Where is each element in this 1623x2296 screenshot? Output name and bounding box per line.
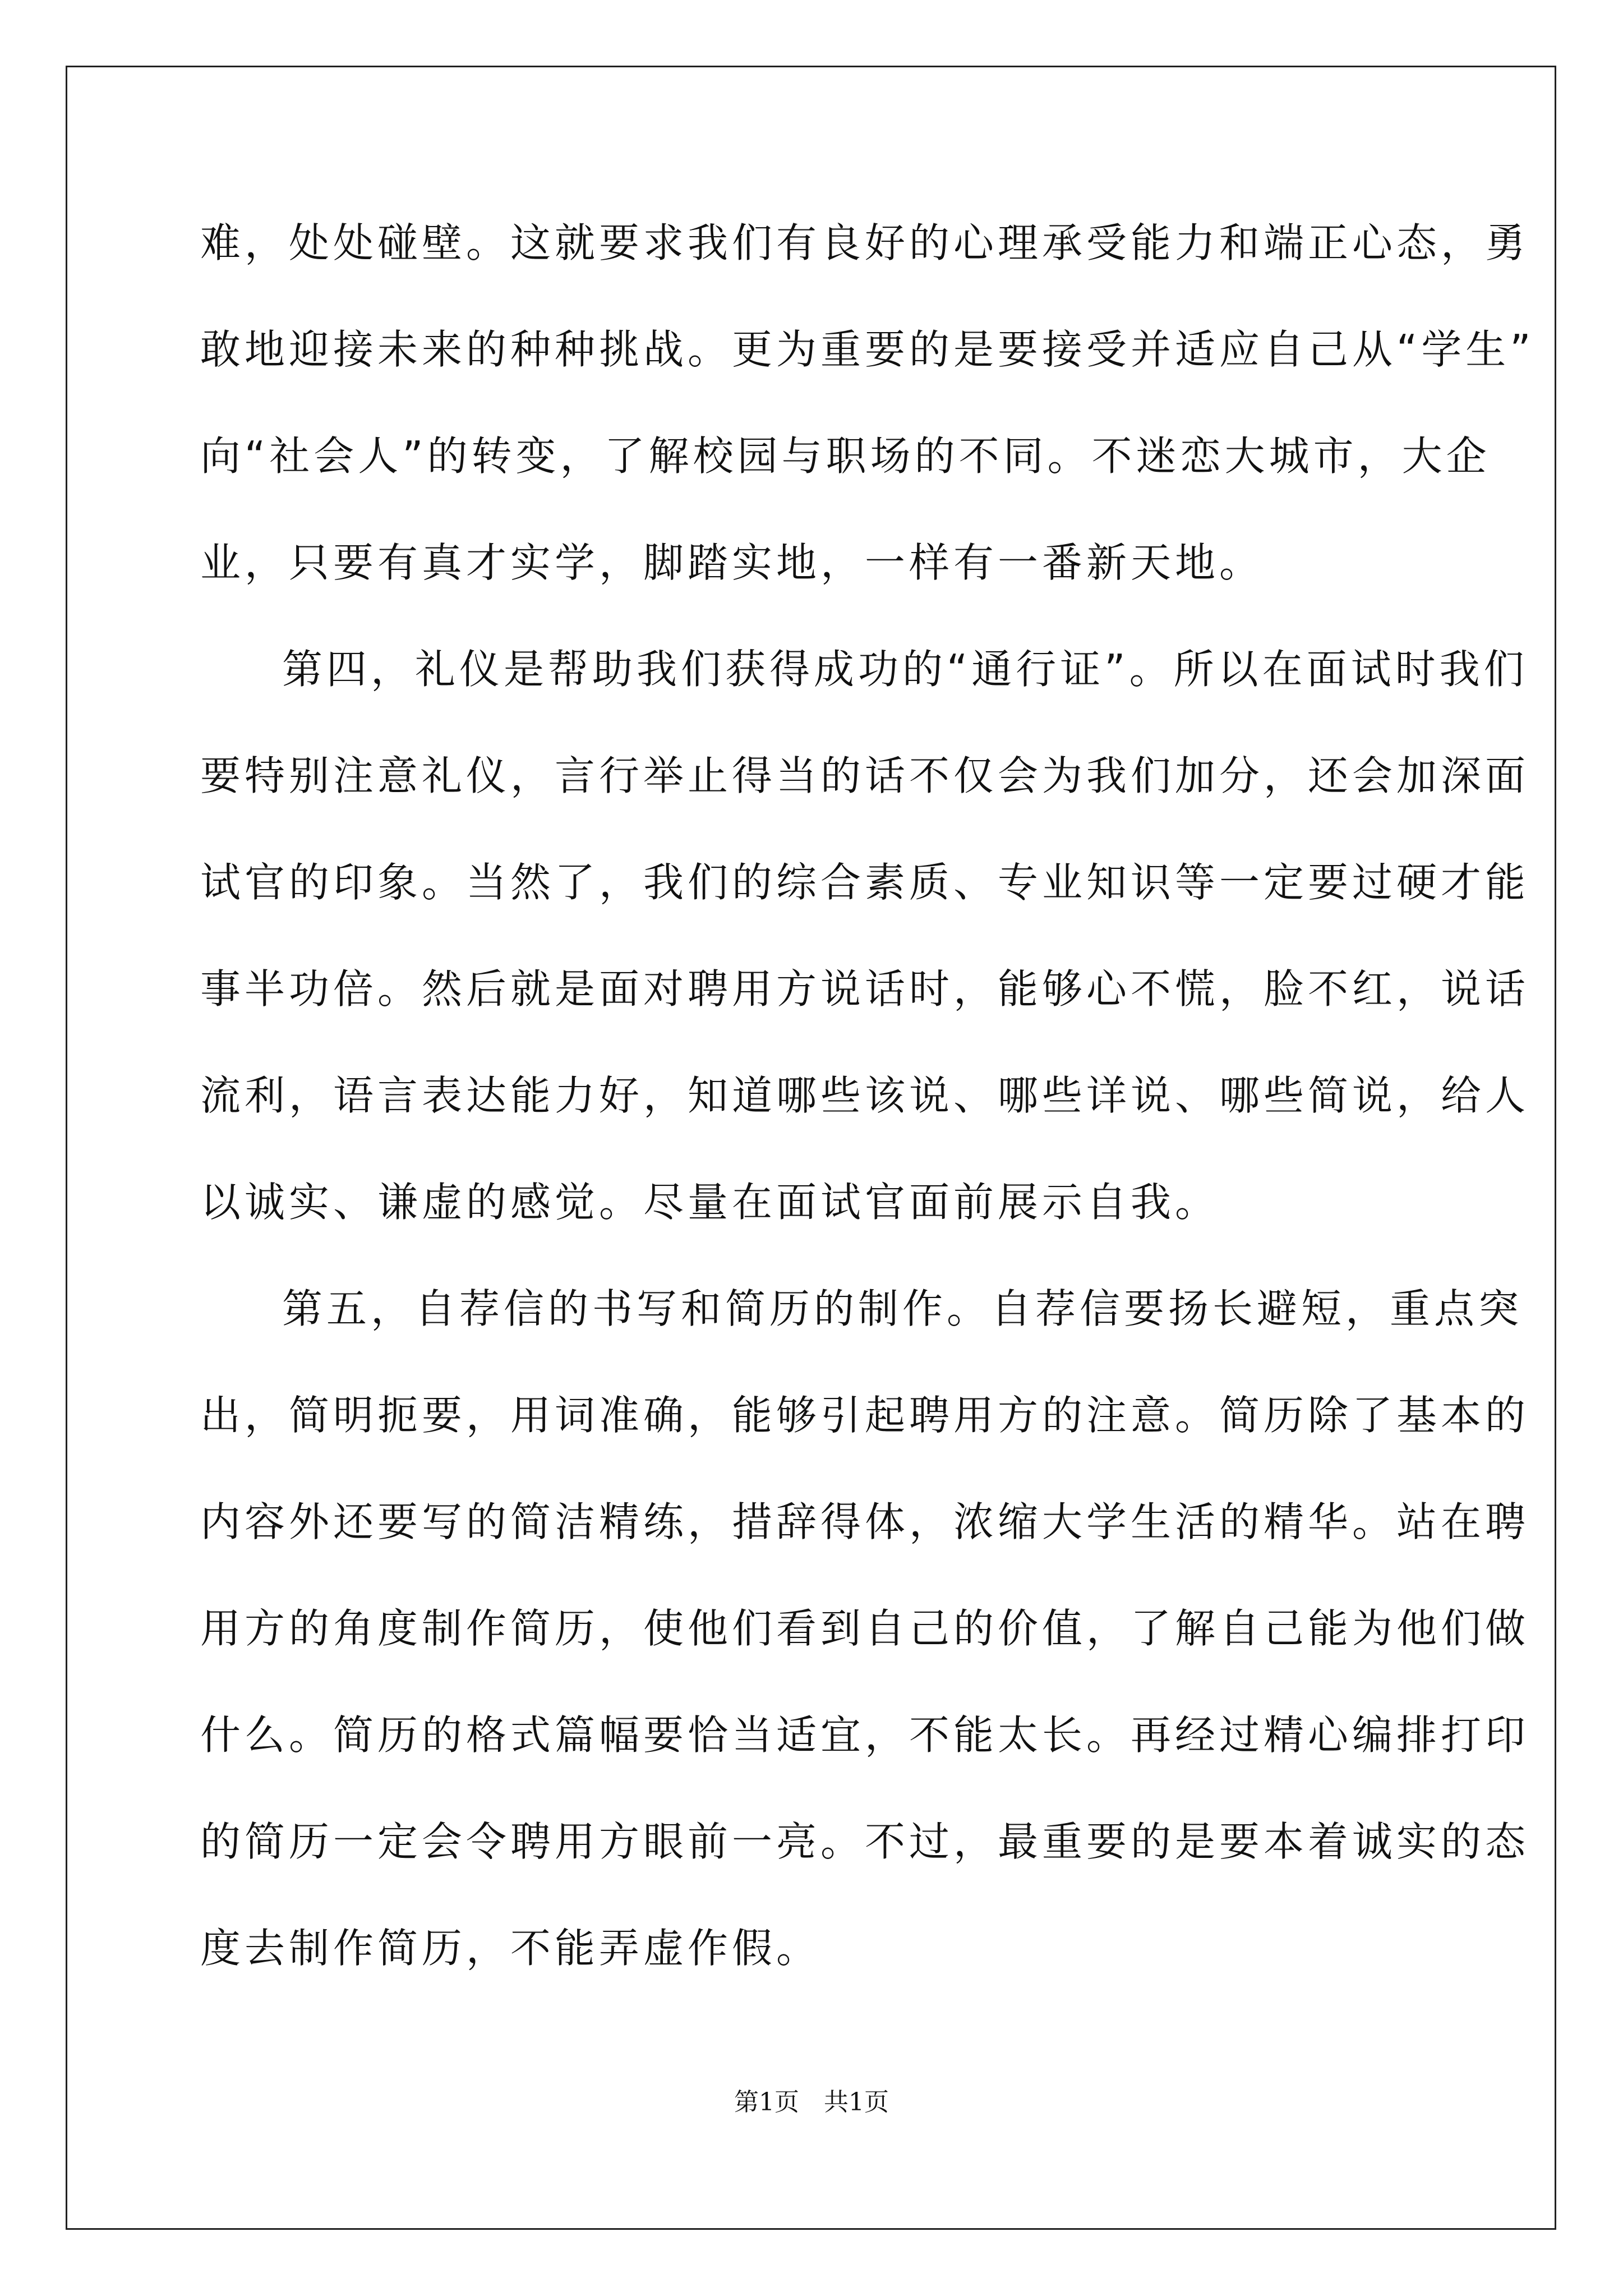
text-line: 的简历一定会令聘用方眼前一亮。不过，最重要的是要本着诚实的态 — [200, 1818, 1530, 1865]
text-line: 度去制作简历，不能弄虚作假。 — [200, 1925, 821, 1972]
text-line: 流利，语言表达能力好，知道哪些该说、哪些详说、哪些简说，给人 — [200, 1072, 1530, 1119]
text-line: 以诚实、谦虚的感觉。尽量在面试官面前展示自我。 — [200, 1179, 1220, 1226]
text-line: 难，处处碰壁。这就要求我们有良好的心理承受能力和端正心态，勇 — [200, 219, 1530, 266]
text-line: 试官的印象。当然了，我们的综合素质、专业知识等一定要过硬才能 — [200, 859, 1530, 906]
page-number-footer: 第1页 共1页 — [734, 2088, 889, 2116]
text-line: 内容外还要写的简洁精练，措辞得体，浓缩大学生活的精华。站在聘 — [200, 1498, 1530, 1545]
text-line: 出，简明扼要，用词准确，能够引起聘用方的注意。简历除了基本的 — [200, 1392, 1530, 1439]
text-line: 向“社会人”的转变，了解校园与职场的不同。不迷恋大城市，大企 — [200, 432, 1491, 480]
text-line: 业，只要有真才实学，脚踏实地，一样有一番新天地。 — [200, 539, 1264, 586]
document-body — [200, 215, 1535, 2027]
text-line: 第五，自荐信的书写和简历的制作。自荐信要扬长避短，重点突 — [282, 1285, 1523, 1332]
text-line: 事半功倍。然后就是面对聘用方说话时，能够心不慌，脸不红，说话 — [200, 965, 1530, 1013]
text-line: 第四，礼仪是帮助我们获得成功的“通行证”。所以在面试时我们 — [282, 646, 1528, 693]
text-line: 用方的角度制作简历，使他们看到自己的价值，了解自己能为他们做 — [200, 1605, 1530, 1652]
text-line: 要特别注意礼仪，言行举止得当的话不仅会为我们加分，还会加深面 — [200, 752, 1530, 799]
text-line: 敢地迎接未来的种种挑战。更为重要的是要接受并适应自己从“学生” — [200, 326, 1535, 373]
text-line: 什么。简历的格式篇幅要恰当适宜，不能太长。再经过精心编排打印 — [200, 1711, 1530, 1759]
